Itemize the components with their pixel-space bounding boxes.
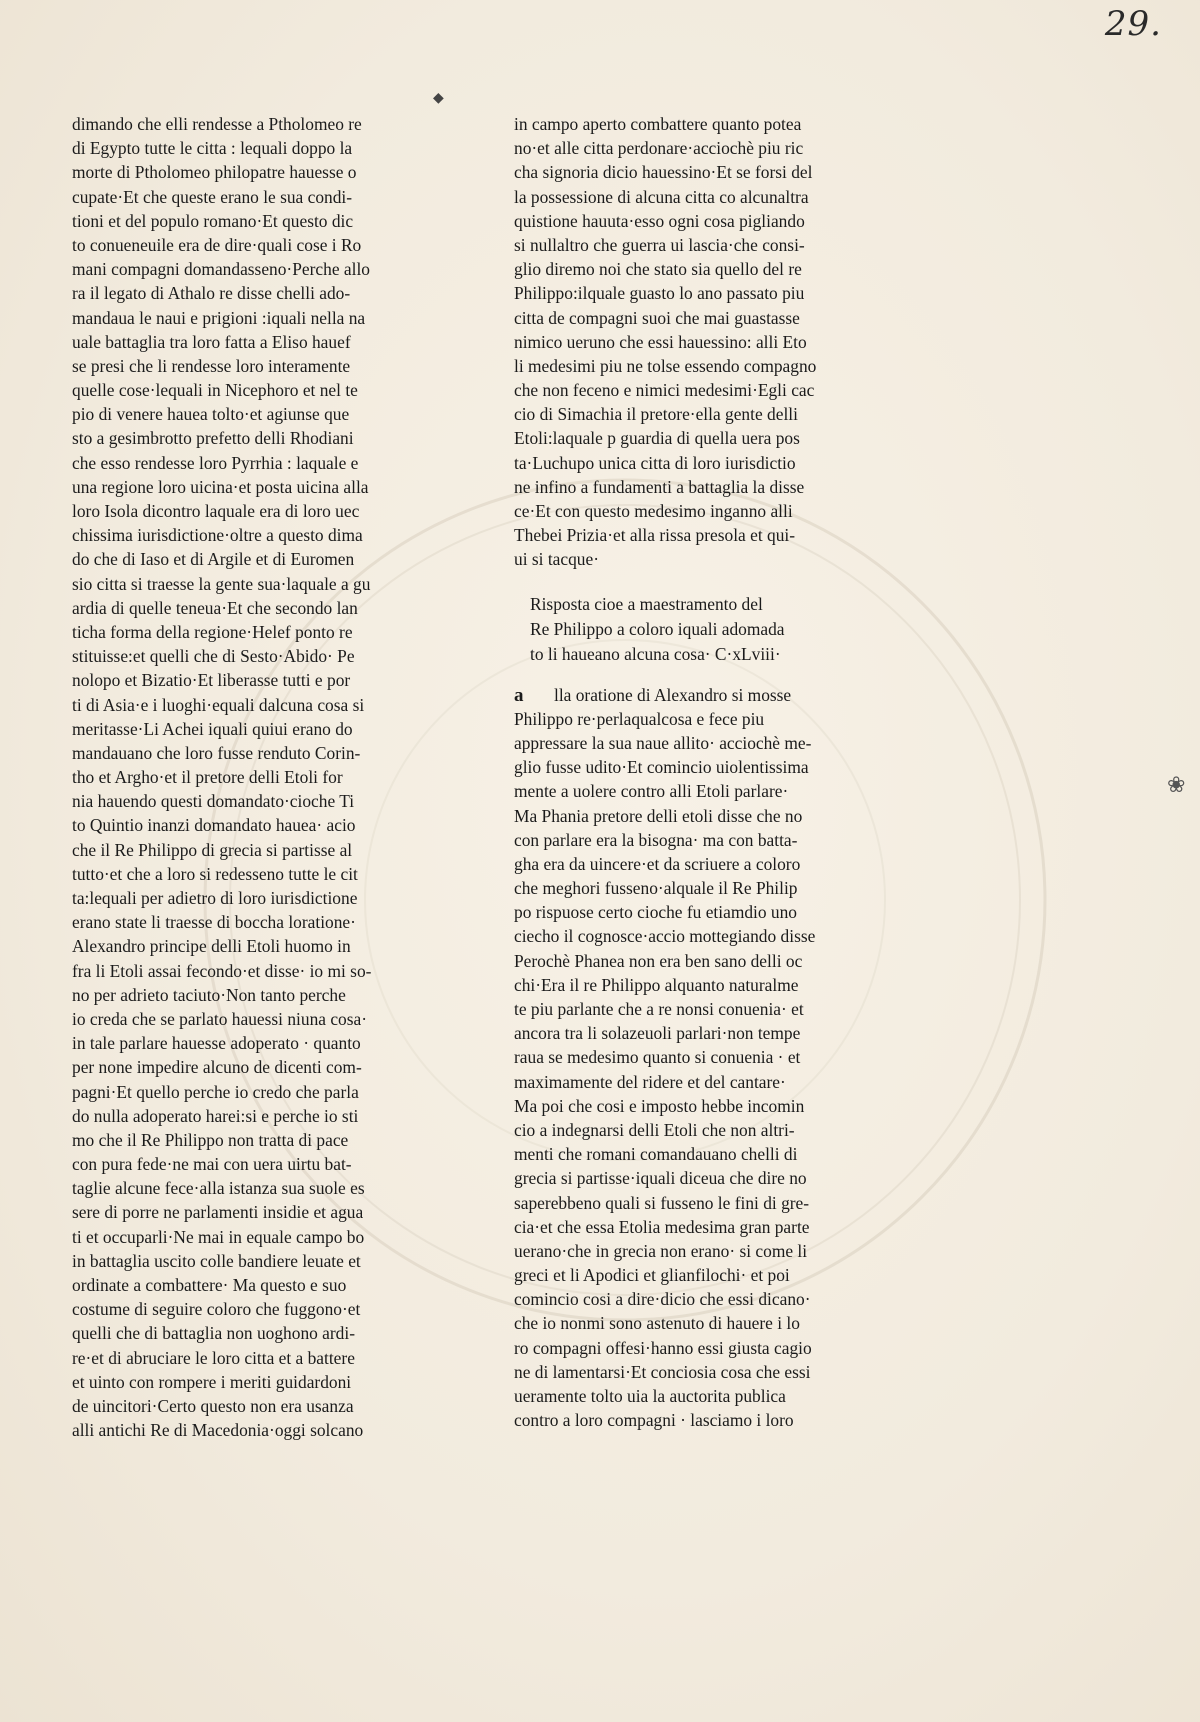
left-text-column [72, 112, 432, 1442]
text-line: una regione loro uicina·et posta uicina alla [72, 476, 369, 497]
text-line: re·et di abruciare le loro citta et a battere [72, 1347, 355, 1368]
text-line: comincio cosi a dire·dicio che essi dicano· [514, 1289, 811, 1310]
text-line: menti che romani comandauano chelli di [514, 1144, 798, 1165]
text-line: do nulla adoperato harei:si e perche io sti [72, 1105, 359, 1126]
text-line: che io nonmi sono astenuto di hauere i lo [514, 1313, 800, 1334]
text-line: mandauano che loro fusse renduto Corin- [72, 742, 361, 763]
right-column-top-text [514, 112, 862, 572]
text-line: Philippo:ilquale guasto lo ano passato piu [514, 283, 805, 304]
text-line: uerano·che in grecia non erano· si come li [514, 1240, 808, 1261]
text-line: ordinate a combattere· Ma questo e suo [72, 1275, 347, 1295]
text-line: nolopo et Bizatio·Et liberasse tutti e por [72, 670, 351, 691]
text-line: che non feceno e nimici medesimi·Egli cac [514, 380, 815, 401]
chapter-opening-line [514, 683, 862, 707]
text-line: glio fusse udito·Et comincio uiolentissima [514, 757, 809, 778]
text-line: no·et alle citta perdonare·acciochè piu ric [514, 138, 804, 159]
text-line: di Egypto tutte le citta : lequali doppo la [72, 138, 353, 159]
text-line: sio citta si traesse la gente sua·laquale a gu [72, 573, 371, 594]
text-line: cio a indegnarsi delli Etoli che non altri- [514, 1119, 795, 1140]
text-line: che meghori fusseno·alquale il Re Philip [514, 878, 798, 899]
text-line: ti et occuparli·Ne mai in equale campo bo [72, 1226, 365, 1247]
text-line: in campo aperto combattere quanto potea [514, 114, 802, 134]
text-line: to conueneuile era de dire·quali cose i Ro [72, 234, 362, 255]
text-line: costume di seguire coloro che fuggono·et [72, 1299, 361, 1320]
text-line: tioni et del populo romano·Et questo dic [72, 210, 354, 231]
text-line: et uinto con rompere i meriti guidardoni [72, 1371, 352, 1392]
text-line: morte di Ptholomeo philopatre hauesse o [72, 162, 357, 183]
text-line: Alexandro principe delli Etoli huomo in [72, 936, 351, 957]
text-line: ciecho il cognosce·accio mottegiando disse [514, 926, 816, 947]
text-line: ta:lequali per adietro di loro iurisdictione [72, 888, 358, 908]
text-line: contro a loro compagni · lasciamo i loro [514, 1410, 794, 1431]
text-line: Ma Phania pretore delli etoli disse che no [514, 805, 803, 826]
text-line: ticha forma della regione·Helef ponto re [72, 621, 353, 642]
text-line: sto a gesimbrotto prefetto delli Rhodiani [72, 428, 354, 449]
text-line: dimando che elli rendesse a Ptholomeo re [72, 114, 362, 134]
text-line: alli antichi Re di Macedonia·oggi solcano [72, 1420, 364, 1441]
text-line: si nullaltro che guerra ui lascia·che consi- [514, 234, 805, 255]
text-line: mandaua le naui e prigioni :iquali nella na [72, 307, 366, 328]
text-line: se presi che li rendesse loro interamente [72, 355, 351, 376]
text-line: ne di lamentarsi·Et conciosia cosa che essi [514, 1361, 811, 1382]
text-line: ce·Et con questo medesimo inganno alli [514, 501, 793, 521]
text-line: Philippo re·perlaqualcosa e fece piu [514, 708, 765, 729]
text-line: li medesimi piu ne tolse essendo compagno [514, 355, 817, 376]
text-line: ardia di quelle teneua·Et che secondo lan [72, 597, 358, 618]
text-line: quelli che di battaglia non uoghono ardi- [72, 1323, 356, 1344]
text-line: la possessione di alcuna citta co alcunaltra [514, 186, 809, 207]
text-line: Ma poi che cosi e imposto hebbe incomin [514, 1095, 805, 1116]
text-line: nia hauendo questi domandato·cioche Ti [72, 791, 355, 812]
text-line: ra il legato di Athalo re disse chelli ado- [72, 283, 351, 304]
text-line: to Quintio inanzi domandato hauea· acio [72, 815, 356, 836]
text-line: ta·Luchupo unica citta di loro iurisdictio [514, 452, 796, 473]
text-line: no per adrieto taciuto·Non tanto perche [72, 984, 346, 1005]
chapter-initial: a [514, 684, 524, 706]
text-line: quistione hauuta·esso ogni cosa pigliando [514, 210, 805, 231]
text-line: raua se medesimo quanto si conuenia · et [514, 1047, 801, 1068]
text-line: meritasse·Li Achei iquali quiui erano do [72, 718, 353, 739]
text-line: ti di Asia·e i luoghi·equali dalcuna cosa si [72, 694, 365, 715]
text-line: tho et Argho·et il pretore delli Etoli for [72, 767, 343, 788]
text-line: con parlare era la bisogna· ma con batta- [514, 829, 798, 850]
right-text-column [514, 112, 862, 1432]
text-line: ui si tacque· [514, 549, 599, 570]
text-line: ro compagni offesi·hanno essi giusta cagio [514, 1337, 812, 1358]
text-line: che esso rendesse loro Pyrrhia : laquale e [72, 452, 359, 473]
heading-line: Re Philippo a coloro iquali adomada [530, 618, 785, 639]
text-line: taglie alcune fece·alla istanza sua suole es [72, 1178, 365, 1199]
text-line: cia·et che essa Etolia medesima gran parte [514, 1216, 810, 1237]
text-line: pagni·Et quello perche io credo che parla [72, 1081, 359, 1102]
text-line: loro Isola dicontro laquale era di loro uec [72, 501, 360, 521]
text-line: ne infino a fundamenti a battaglia la disse [514, 476, 805, 497]
text-line: io creda che se parlato hauessi niuna cosa· [72, 1008, 368, 1029]
text-line: nimico ueruno che essi hauessino: alli Eto [514, 331, 807, 352]
text-line: tutto·et che a loro si redesseno tutte le cit [72, 863, 358, 884]
text-line: uale battaglia tra loro fatta a Eliso hauef [72, 331, 351, 352]
text-line: stituisse:et quelli che di Sesto·Abido· Pe [72, 646, 355, 667]
text-line: po rispuose certo cioche fu etiamdio uno [514, 902, 797, 923]
text-line: per none impedire alcuno de dicenti com- [72, 1057, 362, 1078]
text-line: che il Re Philippo di grecia si partisse al [72, 839, 353, 860]
text-line: saperebbeno quali si fusseno le fini di gre- [514, 1192, 810, 1213]
heading-line: to li haueano alcuna cosa· C·xLviii· [530, 643, 781, 664]
text-line: mo che il Re Philippo non tratta di pace [72, 1129, 349, 1150]
text-line: con pura fede·ne mai con uera uirtu bat- [72, 1154, 352, 1175]
text-line: chissima iurisdictione·oltre a questo dima [72, 525, 363, 546]
chapter-heading [514, 592, 862, 667]
text-line: in tale parlare hauesse adoperato · quanto [72, 1033, 361, 1054]
text-line: Etoli:laquale p guardia di quella uera pos [514, 428, 800, 449]
text-line: te piu parlante che a re nonsi conuenia· et [514, 999, 804, 1019]
text-line: Perochè Phanea non era ben sano delli oc [514, 950, 803, 971]
text-line: Thebei Prizia·et alla rissa presola et qui- [514, 525, 796, 546]
text-line: gha era da uincere·et da scriuere a coloro [514, 853, 801, 874]
text-line: do che di Iaso et di Argile et di Euromen [72, 549, 355, 570]
text-line: greci et li Apodici et glianfilochi· et poi [514, 1265, 790, 1286]
folio-number: 29. [1104, 4, 1162, 44]
text-line: citta de compagni suoi che mai guastasse [514, 307, 800, 328]
text-line: sere di porre ne parlamenti insidie et agua [72, 1202, 364, 1223]
text-line: maximamente del ridere et del cantare· [514, 1071, 786, 1092]
text-line: cha signoria dicio hauessino·Et se forsi del [514, 162, 813, 183]
text-line: glio diremo noi che stato sia quello del re [514, 259, 802, 280]
text-line: cupate·Et che queste erano le sua condi- [72, 186, 353, 207]
text-line: grecia si partisse·iquali diceua che dire no [514, 1168, 807, 1189]
text-line: de uincitori·Certo questo non era usanza [72, 1395, 354, 1416]
text-line: chi·Era il re Philippo alquanto naturalme [514, 974, 799, 995]
heading-line: Risposta cioe a maestramento del [530, 593, 763, 614]
text-line: quelle cose·lequali in Nicephoro et nel te [72, 380, 358, 401]
text-line: pio di venere hauea tolto·et agiunse que [72, 404, 350, 425]
text-line: erano state li traesse di boccha loratione· [72, 912, 356, 933]
text-line: cio di Simachia il pretore·ella gente delli [514, 404, 798, 425]
text-line: appressare la sua naue allito· acciochè me- [514, 732, 812, 753]
ink-mark: ◆ [433, 90, 444, 106]
text-line: fra li Etoli assai fecondo·et disse· io mi so- [72, 960, 372, 981]
text-line: in battaglia uscito colle bandiere leuate et [72, 1250, 361, 1271]
text-line: ueramente tolto uia la auctorita publica [514, 1386, 786, 1406]
text-line: mani compagni domandasseno·Perche allo [72, 259, 370, 280]
margin-ornament-icon: ❀ [1167, 773, 1186, 798]
text-line: mente a uolere contro alli Etoli parlare· [514, 781, 789, 802]
text-line: ancora tra li solazeuoli parlari·non tempe [514, 1023, 801, 1044]
chapter-opening-text: lla oratione di Alexandro si mosse [554, 684, 792, 705]
right-column-bottom-text [514, 707, 862, 1433]
